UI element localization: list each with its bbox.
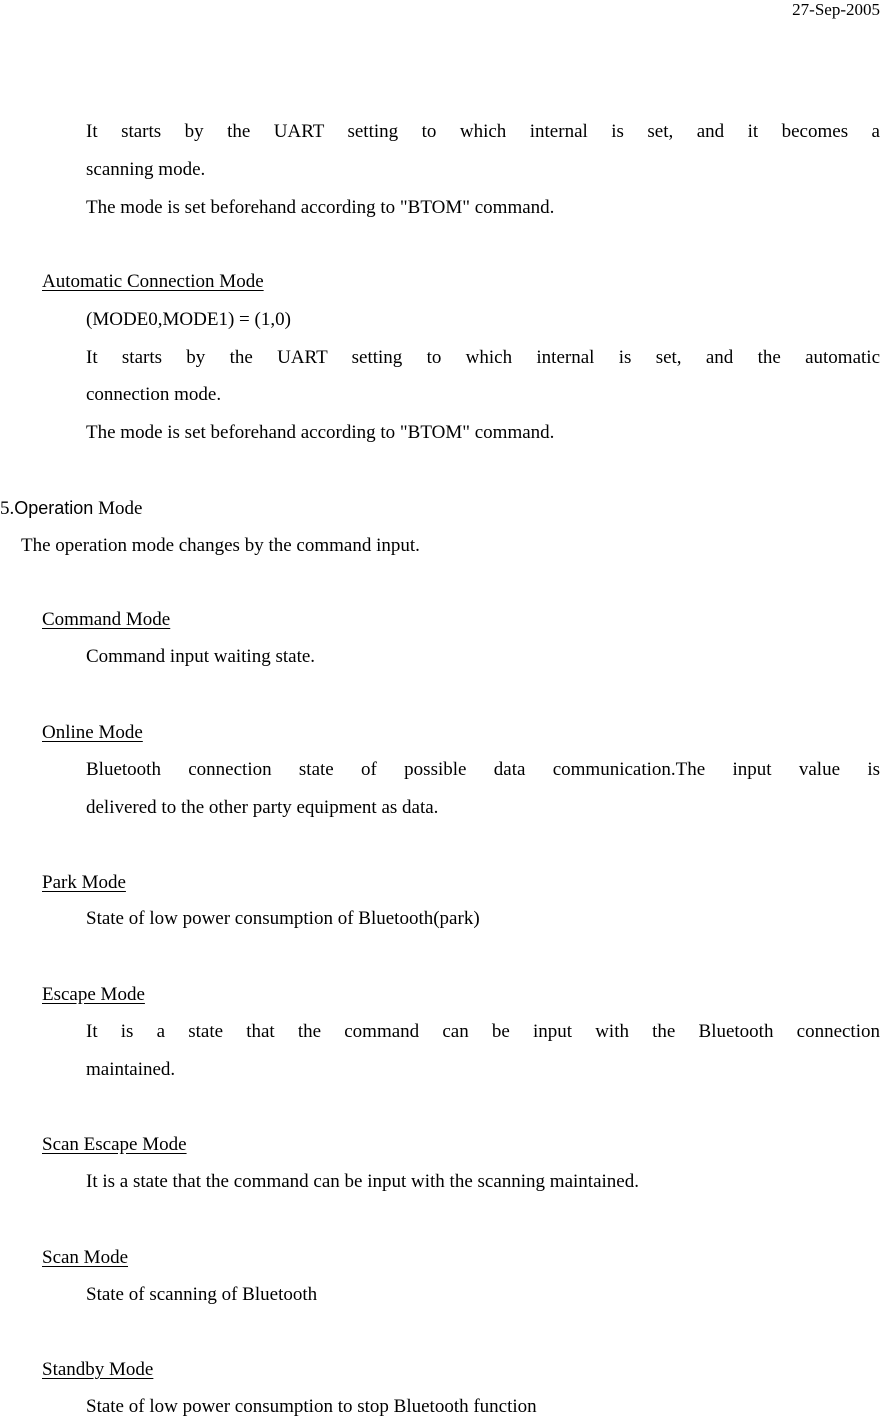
park-mode-heading: Park Mode <box>42 872 126 893</box>
section-5-intro: The operation mode changes by the command input. <box>21 535 420 556</box>
standby-mode-heading: Standby Mode <box>42 1359 154 1380</box>
online-mode-line-1: Bluetooth connection state of possible data communication.The input value is <box>86 759 880 780</box>
auto-connection-setting: (MODE0,MODE1) = (1,0) <box>86 309 291 330</box>
section-title-rest: Mode <box>93 498 143 519</box>
page-date: 27-Sep-2005 <box>792 0 880 19</box>
scan-mode-heading: Scan Mode <box>42 1247 129 1268</box>
scan-mode-desc: State of scanning of Bluetooth <box>86 1284 318 1305</box>
auto-connection-line-3: The mode is set beforehand according to "BTOM" command. <box>86 422 555 443</box>
scan-escape-mode-heading: Scan Escape Mode <box>42 1134 187 1155</box>
section-title-bold: Operation <box>14 498 94 518</box>
command-mode-desc: Command input waiting state. <box>86 646 316 667</box>
online-mode-line-2: delivered to the other party equipment as data. <box>86 797 439 818</box>
escape-mode-line-1: It is a state that the command can be input with the Bluetooth connection <box>86 1021 880 1042</box>
section-number: 5. <box>0 498 15 519</box>
command-mode-heading: Command Mode <box>42 609 171 630</box>
park-mode-desc: State of low power consumption of Bluetooth(park) <box>86 908 480 929</box>
auto-connection-line-2: connection mode. <box>86 384 222 405</box>
section-5-title <box>0 496 142 521</box>
scan-intro-line-3: The mode is set beforehand according to "BTOM" command. <box>86 197 555 218</box>
standby-mode-desc: State of low power consumption to stop Bluetooth function <box>86 1396 537 1417</box>
auto-connection-heading: Automatic Connection Mode <box>42 271 264 292</box>
escape-mode-line-2: maintained. <box>86 1059 176 1080</box>
online-mode-heading: Online Mode <box>42 722 143 743</box>
scan-escape-mode-desc: It is a state that the command can be input with the scanning maintained. <box>86 1171 639 1192</box>
escape-mode-heading: Escape Mode <box>42 984 145 1005</box>
auto-connection-line-1: It starts by the UART setting to which internal is set, and the automatic <box>86 347 880 368</box>
scan-intro-line-1: It starts by the UART setting to which internal is set, and it becomes a <box>86 121 880 142</box>
scan-intro-line-2: scanning mode. <box>86 159 206 180</box>
